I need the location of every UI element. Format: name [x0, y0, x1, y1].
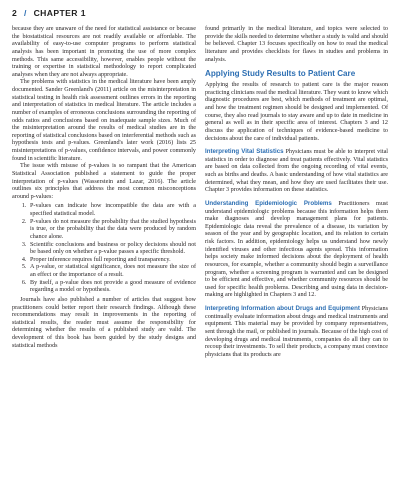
left-column [12, 26, 196, 498]
running-header [12, 8, 388, 18]
paragraph-text: Physicians must be able to interpret vital statistics in order to diagnose and treat patients effectively. Vital statistics are based on data collected from the ongoing recording of vital events, such as births and deaths. A basic understanding of how vital statistics are determined, what they mean, and how they are used facilitates their use. Chapter 3 provides information on these statistics. [205, 149, 389, 194]
paragraph [205, 200, 388, 300]
paragraph: The issue with misuse of p-values is so rampant that the American Statistical Association published a statement to guide the proper interpretation of p-values (Wasserstein and Lazar, 2016). The article outlines six principles that address the most common misconceptions around p-values: [12, 163, 196, 200]
run-in-heading: Understanding Epidemiologic Problems [205, 199, 332, 207]
paragraph [205, 305, 388, 359]
chapter-label: CHAPTER 1 [33, 8, 86, 18]
paragraph-text: Practitioners must understand epidemiologic problems because this information helps them make diagnoses and develop management plans for patients. Epidemiologic data reveal the prevalence of a disease, its variation by season of the year and by geographic location, and its relation to certain risk factors. In addition, epidemiology helps us understand how newly identified viruses and other infectious agents spread. This information helps society make informed decisions about the deployment of health resources, for example, whether a community should begin a surveillance program, whether a screening program is warranted and can be designed to be efficient and effective, and whether community resources should be used for specific health problems. Describing and using data in decision-making are highlighted in Chapters 3 and 12. [205, 200, 388, 299]
list-item: 4. Proper inference requires full reporting and transparency. [28, 257, 196, 265]
page-number: 2 [12, 8, 18, 18]
list-item: 5. A p-value, or statistical significance, does not measure the size of an effect or the importance of a result. [28, 264, 196, 279]
paragraph: Journals have also published a number of articles that suggest how practitioners could better report their research findings. Although these recommendations may result in improvements in the reporting of statistical results, the reader must assume the responsibility for determining whether the results of a published study are valid. The development of this book has been guided by the study designs and statistical methods [12, 296, 196, 349]
list-item: 3. Scientific conclusions and business or policy decisions should not be based only on whether a p-value passes a specific threshold. [28, 242, 196, 257]
paragraph: because they are unaware of the need for statistical assistance or because the biostatistical resources are not readily available or affordable. The availability of easy-to-use computer programs to perform statistical analysis has been important in promoting the use of more complex methods. This same accessibility, however, enables people without the training or expertise in statistical methodology to report complicated analyses when they are not always appropriate. [12, 26, 196, 78]
paragraph-text: Physicians continually evaluate information about drugs and medical instruments and equipment. This material may be provided by company representatives, sent through the mail, or published in journals. Because of the high cost of developing drugs and medical instruments, companies do all they can to recoup their investments. To sell their products, a company must convince physicians that its products are [205, 306, 388, 358]
list-item: 6. By itself, a p-value does not provide a good measure of evidence regarding a model or hypothesis. [28, 280, 196, 295]
paragraph [205, 148, 388, 195]
right-column [205, 26, 388, 498]
section-heading: Applying Study Results to Patient Care [205, 69, 356, 79]
paragraph: found primarily in the medical literature, and topics were selected to provide the skills needed to determine whether a study is valid and should be believed. Chapter 13 focuses specifically on how to read the medical literature and provides checklists for flaws in studies and problems in analysis. [205, 26, 388, 63]
paragraph: Applying the results of research to patient care is the major reason practicing clinicians read the medical literature. They want to know which diagnostic procedures are best, which methods of treatment are optimal, and how the treatment regimen should be designed and implemented. Of course, they also read journals to stay aware and up to date in medicine in general as well as in their specific area of interest. Chapters 3 and 12 discuss the application of techniques of evidence-based medicine to decisions about the care of individual patients. [205, 82, 388, 142]
header-separator: / [23, 8, 27, 18]
list-item: 1. P-values can indicate how incompatible the data are with a specified statistical model. [28, 203, 196, 218]
paragraph: The problems with statistics in the medical literature have been amply documented. Sander Greenland's (2011) article on the misinterpretation in statistical testing in health risk assessment outlines errors in the reporting and interpretation of statistics in medical literature. The article includes a number of examples of erroneous conclusions surrounding the reporting of odds ratios and conclusions based on inadequate sample sizes. Much of the misinterpretation around the results of medical studies are in the reporting of statistical conclusions based on interferential methods such as hypothesis tests and p-values. Greenland's later work (2016) lists 25 misinterpretations of p-values, confidence intervals, and power commonly found in scientific literature. [12, 79, 197, 162]
list-item: 2. P-values do not measure the probability that the studied hypothesis is true, or the probability that the data were produced by random chance alone. [28, 219, 196, 242]
run-in-heading: Interpreting Information about Drugs and Equipment [205, 305, 360, 312]
pvalue-principles-list [12, 203, 196, 295]
run-in-heading: Interpreting Vital Statistics [205, 148, 284, 156]
